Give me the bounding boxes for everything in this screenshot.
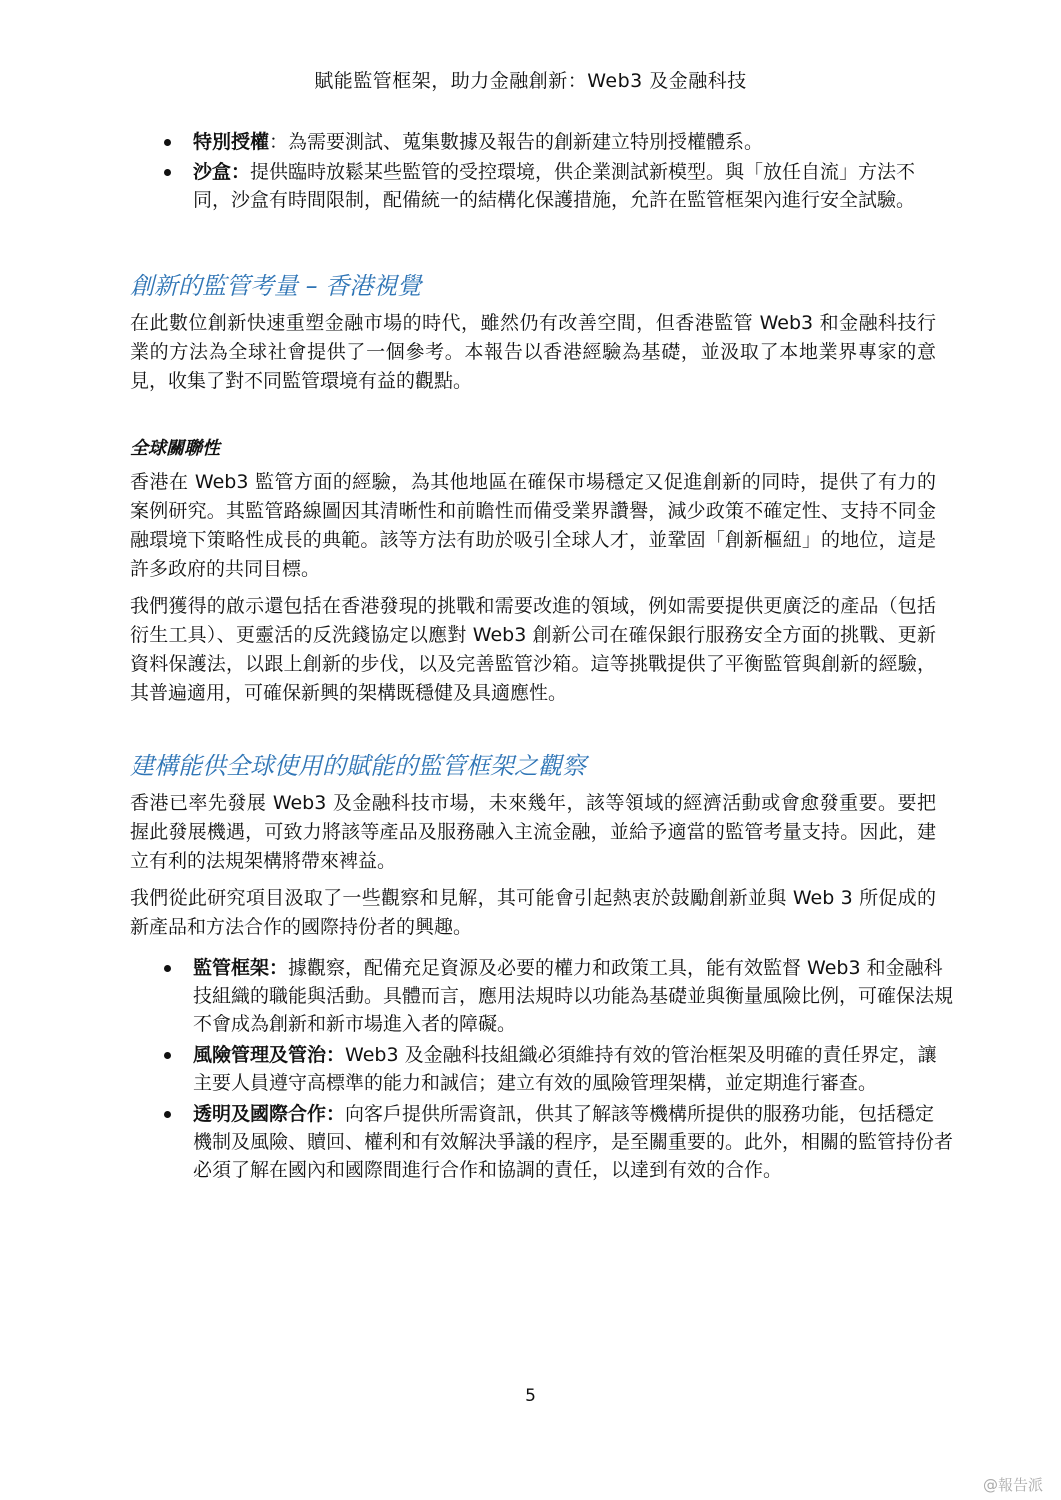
bullet-icon — [164, 1111, 171, 1118]
section-heading: 創新的監管考量 – 香港視覺 — [130, 272, 422, 300]
list-item — [130, 1100, 953, 1184]
running-header: 賦能監管框架，助力金融創新：Web3 及金融科技 — [314, 70, 747, 92]
bullet-text: 據觀察，配備充足資源及必要的權力和政策工具，能有效監督 Web3 和金融科技組織的職能與活動。具體而言，應用法規時以功能為基礎並與衡量風險比例，可確保法規不會成為創新和新市場進入者的障礙。 — [193, 957, 954, 1035]
bullet-term: 監管框架： — [193, 957, 289, 979]
observation-bullet-list — [130, 954, 954, 1184]
paragraph: 我們獲得的啟示還包括在香港發現的挑戰和需要改進的領域，例如需要提供更廣泛的產品（包括衍生工具）、更靈活的反洗錢協定以應對 Web3 創新公司在確保銀行服務安全方面的挑戰、更新資料保護法，以跟上創新的步伐，以及完善監管沙箱。這等挑戰提供了平衡監管與創新的經驗，其普遍適用，可確保新興的架構既穩健及具適應性。 — [130, 595, 936, 704]
bullet-text: ：為需要測試、蒐集數據及報告的創新建立特別授權體系。 — [269, 131, 764, 153]
page-number: 5 — [525, 1386, 536, 1406]
paragraph: 香港在 Web3 監管方面的經驗，為其他地區在確保市場穩定又促進創新的同時，提供了有力的案例研究。其監管路線圖因其清晰性和前瞻性而備受業界讚譽，減少政策不確定性、支持不同金融環境下策略性成長的典範。該等方法有助於吸引全球人才，並鞏固「創新樞紐」的地位，這是許多政府的共同目標。 — [130, 471, 936, 580]
bullet-icon — [164, 965, 171, 972]
list-item — [130, 954, 953, 1038]
bullet-text: 提供臨時放鬆某些監管的受控環境，供企業測試新模型。與「放任自流」方法不同，沙盒有時間限制，配備統一的結構化保護措施，允許在監管框架內進行安全試驗。 — [193, 161, 916, 211]
paragraph: 在此數位創新快速重塑金融市場的時代，雖然仍有改善空間，但香港監管 Web3 和金融科技行業的方法為全球社會提供了一個參考。本報告以香港經驗為基礎，並汲取了本地業界專家的意見，收集了對不同監管環境有益的觀點。 — [130, 312, 936, 392]
page-body — [130, 128, 954, 1187]
paragraph: 香港已率先發展 Web3 及金融科技市場，未來幾年，該等領域的經濟活動或會愈發重要。要把握此發展機遇，可致力將該等產品及服務融入主流金融，並給予適當的監管考量支持。因此，建立有利的法規架構將帶來裨益。 — [130, 792, 936, 872]
paragraph: 我們從此研究項目汲取了一些觀察和見解，其可能會引起熱衷於鼓勵創新並與 Web 3 所促成的新產品和方法合作的國際持份者的興趣。 — [130, 887, 936, 938]
bullet-icon — [164, 1052, 171, 1059]
list-item — [130, 1041, 953, 1097]
subsection-heading: 全球關聯性 — [130, 438, 220, 459]
bullet-term: 風險管理及管治： — [193, 1044, 346, 1066]
bullet-icon — [164, 139, 171, 146]
bullet-text: Web3 及金融科技組織必須維持有效的管治框架及明確的責任界定，讓主要人員遵守高標準的能力和誠信；建立有效的風險管理架構，並定期進行審查。 — [193, 1044, 937, 1094]
watermark: @報告派 — [982, 1476, 1043, 1494]
list-item — [130, 128, 936, 156]
bullet-term: 透明及國際合作： — [193, 1103, 346, 1125]
bullet-term: 特別授權 — [193, 131, 270, 153]
top-bullet-list — [130, 128, 936, 214]
bullet-text: 向客戶提供所需資訊，供其了解該等機構所提供的服務功能，包括穩定機制及風險、贖回、權利和有效解決爭議的程序，是至關重要的。此外，相關的監管持份者必須了解在國內和國際間進行合作和協調的責任，以達到有效的合作。 — [193, 1103, 954, 1181]
list-item — [130, 158, 936, 214]
section-heading: 建構能供全球使用的賦能的監管框架之觀察 — [130, 752, 586, 780]
bullet-icon — [164, 169, 171, 176]
bullet-term: 沙盒： — [193, 161, 251, 183]
